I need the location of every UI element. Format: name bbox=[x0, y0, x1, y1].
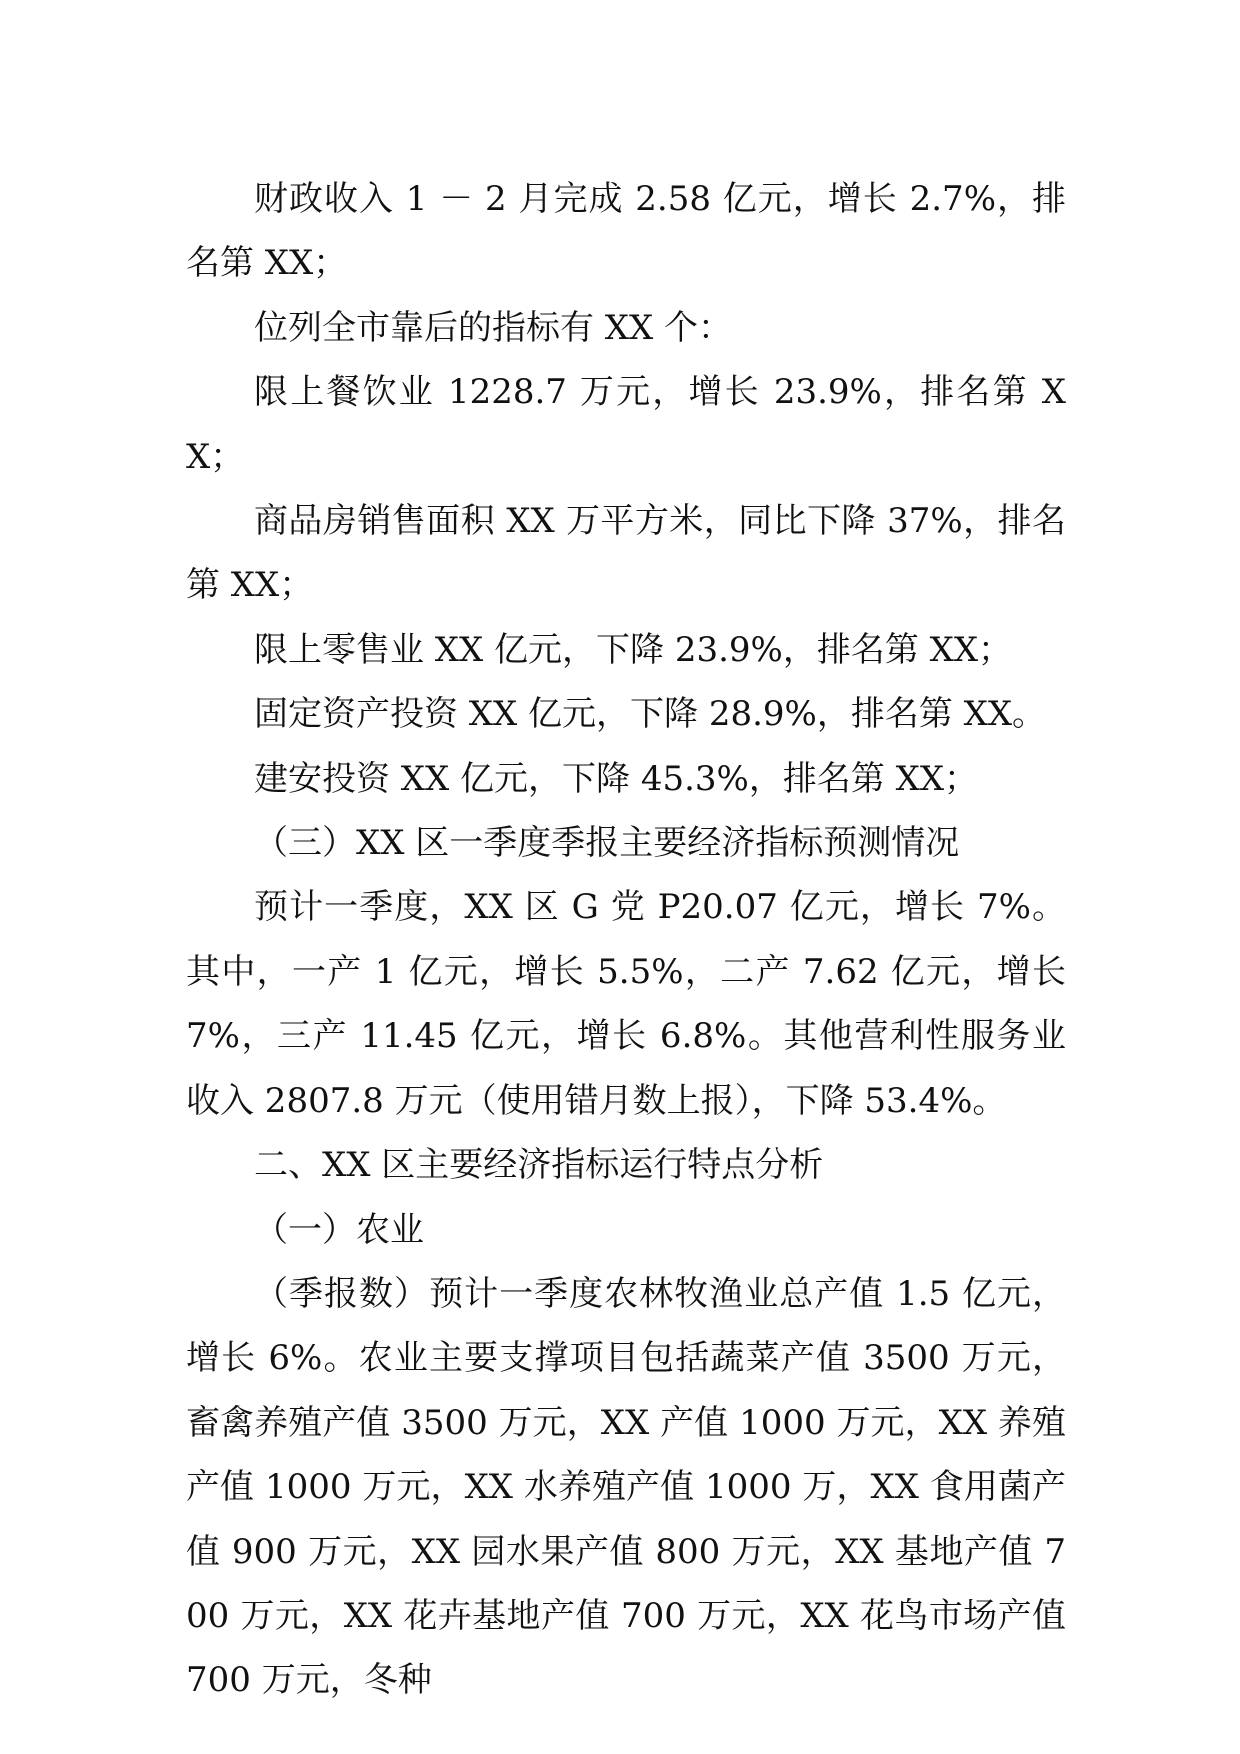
paragraph-agriculture-output: （季报数）预计一季度农林牧渔业总产值 1.5 亿元，增长 6%。农业主要支撑项目包括蔬菜产值 3500 万元，畜禽养殖产值 3500 万元，XX 产值 1000 万元，XX 养殖产值 1000 万元，XX 水养殖产值 1000 万，XX 食用菌产值 900 万元，XX 园水果产值 800 万元，XX 基地产值 700 万元，XX 花卉基地产值 700 万元，XX 花鸟市场产值 700 万元，冬种 bbox=[186, 1273, 1066, 1701]
subsection-heading-agriculture: （一）农业 bbox=[254, 1209, 424, 1250]
paragraph-retail: 限上零售业 XX 亿元，下降 23.9%，排名第 XX； bbox=[254, 629, 1013, 670]
paragraph-gdp-forecast: 预计一季度，XX 区 G 党 P20.07 亿元，增长 7%。其中，一产 1 亿元，增长 5.5%，二产 7.62 亿元，增长 7%，三产 11.45 亿元，增长 6.8%。其他营利性服务业收入 2807.8 万元（使用错月数上报），下降 53.4%。 bbox=[186, 887, 1066, 1121]
paragraph-lagging-indicators: 位列全市靠后的指标有 XX 个： bbox=[254, 307, 733, 348]
paragraph-catering: 限上餐饮业 1228.7 万元，增长 23.9%，排名第 XX； bbox=[186, 372, 1066, 477]
section-heading-characteristics: 二、XX 区主要经济指标运行特点分析 bbox=[254, 1145, 824, 1186]
paragraph-housing-sales: 商品房销售面积 XX 万平方米，同比下降 37%，排名第 XX； bbox=[186, 501, 1066, 606]
section-heading-q1-forecast: （三）XX 区一季度季报主要经济指标预测情况 bbox=[254, 823, 960, 864]
paragraph-construction-investment: 建安投资 XX 亿元，下降 45.3%，排名第 XX； bbox=[254, 758, 979, 799]
paragraph-fiscal-revenue: 财政收入 1 － 2 月完成 2.58 亿元，增长 2.7%，排名第 XX； bbox=[186, 179, 1066, 284]
paragraph-fixed-asset-investment: 固定资产投资 XX 亿元，下降 28.9%，排名第 XX。 bbox=[254, 694, 1047, 735]
document-body bbox=[186, 167, 1066, 1713]
